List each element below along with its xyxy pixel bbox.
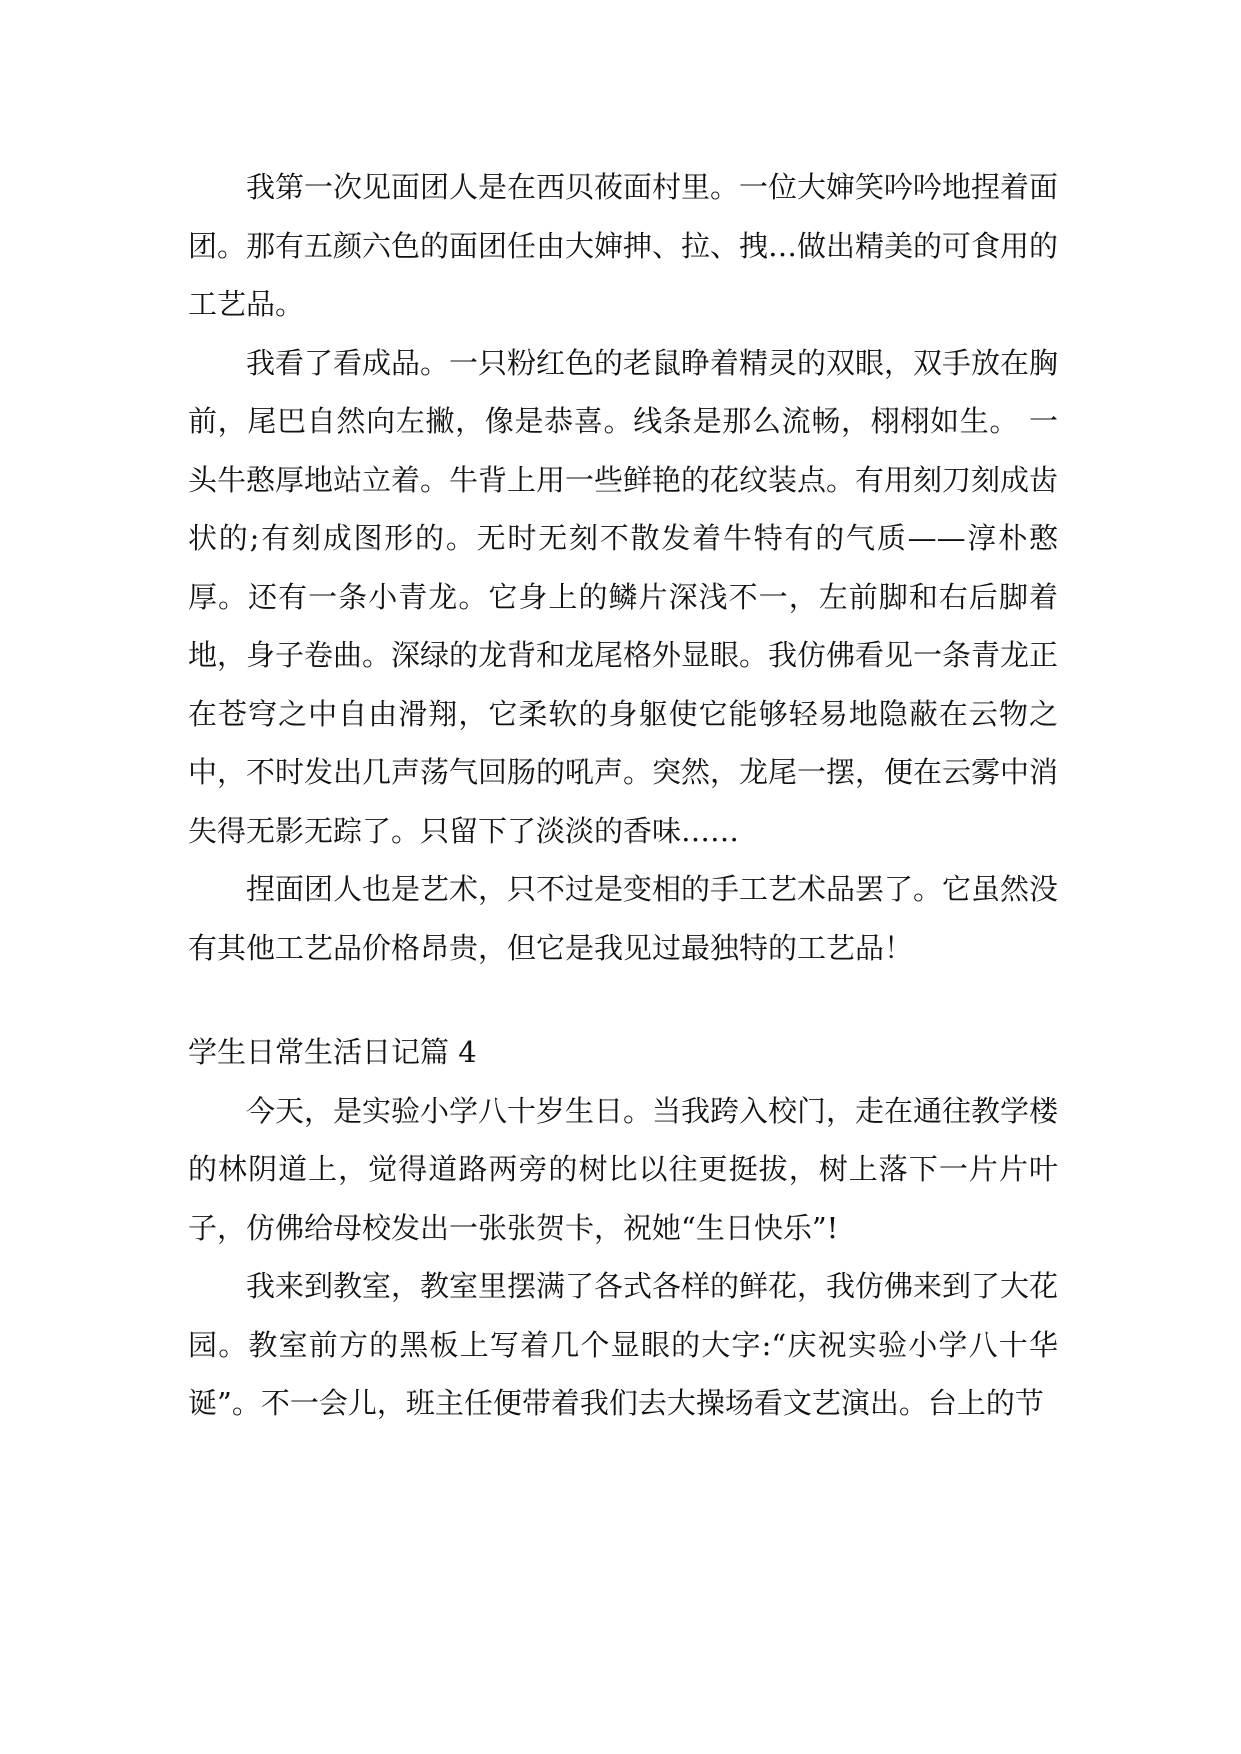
paragraph-dough-figure-intro: 我第一次见面团人是在西贝莜面村里。一位大婶笑吟吟地捏着面团。那有五颜六色的面团任由大婶抻、拉、拽…做出精美的可食用的工艺品。 [188, 170, 1059, 321]
paragraph-school-birthday: 今天，是实验小学八十岁生日。当我跨入校门，走在通往教学楼的林阴道上，觉得道路两旁的树比以往更挺拔，树上落下一片片叶子，仿佛给母校发出一张张贺卡，祝她“生日快乐”! [188, 1093, 1059, 1245]
paragraph-classroom: 我来到教室，教室里摆满了各式各样的鲜花，我仿佛来到了大花园。教室前方的黑板上写着几个显眼的大字:“庆祝实验小学八十华诞”。不一会儿，班主任便带着我们去大操场看文艺演出。台上的节 [188, 1269, 1059, 1420]
section-spacer [188, 977, 1058, 1023]
paragraph-dough-figure-description: 我看了看成品。一只粉红色的老鼠睁着精灵的双眼，双手放在胸前，尾巴自然向左撇，像是恭喜。线条是那么流畅，栩栩如生。 一头牛憨厚地站立着。牛背上用一些鲜艳的花纹装点。有用刻刀刻成齿状的;有刻成图形的。无时无刻不散发着牛特有的气质——淳朴憨厚。还有一条小青龙。它身上的鳞片深浅不一，左前脚和右后脚着地，身子卷曲。深绿的龙背和龙尾格外显眼。我仿佛看见一条青龙正在苍穹之中自由滑翔，它柔软的身躯使它能够轻易地隐蔽在云物之中，不时发出几声荡气回肠的吼声。突然，龙尾一摆，便在云雾中消失得无影无踪了。只留下了淡淡的香味…… [188, 345, 1059, 848]
document-body [188, 158, 1058, 1433]
paragraph-dough-figure-conclusion: 捏面团人也是艺术，只不过是变相的手工艺术品罢了。它虽然没有其他工艺品价格昂贵，但它是我见过最独特的工艺品！ [188, 872, 1059, 965]
section-heading: 学生日常生活日记篇 4 [188, 1035, 477, 1069]
